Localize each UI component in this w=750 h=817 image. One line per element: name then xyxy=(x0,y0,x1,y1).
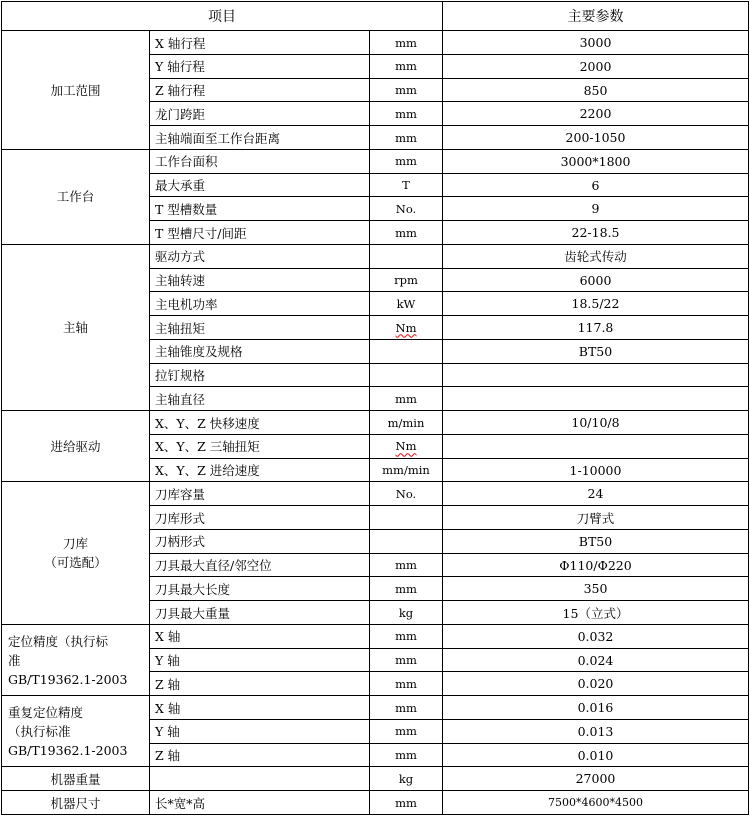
param-unit xyxy=(370,529,443,553)
repeat-title-3: GB/T19362.1-2003 xyxy=(8,742,128,758)
param-unit: m/min xyxy=(370,411,443,435)
param-name: 刀具最大长度 xyxy=(150,577,370,601)
unit-spellcheck: Nm xyxy=(395,320,417,335)
size-title: 机器尺寸 xyxy=(2,791,150,815)
param-unit: kW xyxy=(370,292,443,316)
param-value: 0.020 xyxy=(443,672,749,696)
param-unit: mm xyxy=(370,31,443,55)
category-magazine xyxy=(2,482,150,625)
table-row xyxy=(2,244,749,268)
param-value: 6000 xyxy=(443,268,749,292)
param-value: 齿轮式传动 xyxy=(443,244,749,268)
param-unit: mm xyxy=(370,387,443,411)
param-name: X、Y、Z 三轴扭矩 xyxy=(150,434,370,458)
size-name: 长*宽*高 xyxy=(150,791,370,815)
param-value: 850 xyxy=(443,78,749,102)
weight-title: 机器重量 xyxy=(2,767,150,791)
param-value: 0.010 xyxy=(443,743,749,767)
param-value: BT50 xyxy=(443,529,749,553)
param-value: 350 xyxy=(443,577,749,601)
param-unit: mm xyxy=(370,78,443,102)
param-value: BT50 xyxy=(443,339,749,363)
param-value: Φ110/Φ220 xyxy=(443,553,749,577)
param-unit: mm xyxy=(370,648,443,672)
param-value: 24 xyxy=(443,482,749,506)
header-item: 项目 xyxy=(2,2,443,31)
param-unit xyxy=(370,506,443,530)
param-unit: No. xyxy=(370,482,443,506)
param-name: T 型槽尺寸/间距 xyxy=(150,221,370,245)
param-name: Z 轴行程 xyxy=(150,78,370,102)
header-params: 主要参数 xyxy=(443,2,749,31)
weight-value: 27000 xyxy=(443,767,749,791)
param-unit: mm xyxy=(370,743,443,767)
param-name: X、Y、Z 进给速度 xyxy=(150,458,370,482)
param-value: 200-1050 xyxy=(443,126,749,150)
table-row xyxy=(2,411,749,435)
param-value: 0.016 xyxy=(443,696,749,720)
table-row xyxy=(2,696,749,720)
param-name: Y 轴行程 xyxy=(150,54,370,78)
param-value: 0.024 xyxy=(443,648,749,672)
param-name: 刀具最大直径/邻空位 xyxy=(150,553,370,577)
param-value: 2200 xyxy=(443,102,749,126)
param-name: 刀库容量 xyxy=(150,482,370,506)
param-name: 龙门跨距 xyxy=(150,102,370,126)
table-row xyxy=(2,624,749,648)
param-value xyxy=(443,387,749,411)
param-name: 主轴直径 xyxy=(150,387,370,411)
param-unit xyxy=(370,363,443,387)
table-row xyxy=(2,31,749,55)
param-value: 3000*1800 xyxy=(443,149,749,173)
size-value: 7500*4600*4500 xyxy=(443,791,749,815)
param-unit: mm xyxy=(370,553,443,577)
param-value: 刀臂式 xyxy=(443,506,749,530)
param-value: 0.013 xyxy=(443,719,749,743)
param-unit: mm xyxy=(370,149,443,173)
category-table: 工作台 xyxy=(2,149,150,244)
positioning-title-2: 准 xyxy=(8,652,21,668)
size-unit: mm xyxy=(370,791,443,815)
param-name: 驱动方式 xyxy=(150,244,370,268)
param-value: 15（立式） xyxy=(443,601,749,625)
param-name: 刀柄形式 xyxy=(150,529,370,553)
param-name: 主轴转速 xyxy=(150,268,370,292)
param-unit: kg xyxy=(370,601,443,625)
param-name: 刀具最大重量 xyxy=(150,601,370,625)
category-spindle: 主轴 xyxy=(2,244,150,410)
param-value: 0.032 xyxy=(443,624,749,648)
param-name: X 轴 xyxy=(150,696,370,720)
param-unit: No. xyxy=(370,197,443,221)
param-unit: mm xyxy=(370,624,443,648)
param-value xyxy=(443,434,749,458)
param-unit: mm xyxy=(370,221,443,245)
spec-table xyxy=(1,1,749,815)
magazine-title: 刀库 xyxy=(62,536,88,552)
param-name: X、Y、Z 快移速度 xyxy=(150,411,370,435)
table-row xyxy=(2,482,749,506)
param-unit: mm xyxy=(370,672,443,696)
param-value: 117.8 xyxy=(443,316,749,340)
repeat-title-1: 重复定位精度 xyxy=(8,704,84,720)
param-unit: mm xyxy=(370,577,443,601)
param-name: 主轴锥度及规格 xyxy=(150,339,370,363)
table-row xyxy=(2,149,749,173)
param-name: 工作台面积 xyxy=(150,149,370,173)
positioning-title-1: 定位精度（执行标 xyxy=(8,633,109,649)
param-value: 6 xyxy=(443,173,749,197)
param-value: 1-10000 xyxy=(443,458,749,482)
param-unit: T xyxy=(370,173,443,197)
param-name: 主轴扭矩 xyxy=(150,316,370,340)
weight-unit: kg xyxy=(370,767,443,791)
param-value: 18.5/22 xyxy=(443,292,749,316)
category-feed: 进给驱动 xyxy=(2,411,150,482)
category-range: 加工范围 xyxy=(2,31,150,150)
param-name: Z 轴 xyxy=(150,672,370,696)
category-positioning xyxy=(2,624,150,695)
repeat-title-2: （执行标准 xyxy=(8,723,71,739)
param-name: 刀库形式 xyxy=(150,506,370,530)
table-row xyxy=(2,767,749,791)
param-value: 3000 xyxy=(443,31,749,55)
header-row xyxy=(2,2,749,31)
param-value: 2000 xyxy=(443,54,749,78)
param-unit xyxy=(370,339,443,363)
param-value: 22-18.5 xyxy=(443,221,749,245)
param-name: X 轴 xyxy=(150,624,370,648)
param-name: T 型槽数量 xyxy=(150,197,370,221)
category-repeat xyxy=(2,696,150,767)
weight-name xyxy=(150,767,370,791)
table-row xyxy=(2,791,749,815)
param-unit: mm xyxy=(370,54,443,78)
param-name: X 轴行程 xyxy=(150,31,370,55)
param-name: Z 轴 xyxy=(150,743,370,767)
param-unit xyxy=(370,244,443,268)
param-unit: mm xyxy=(370,719,443,743)
param-value xyxy=(443,363,749,387)
param-unit xyxy=(370,316,443,340)
param-unit xyxy=(370,434,443,458)
unit-spellcheck: Nm xyxy=(395,439,417,454)
param-name: Y 轴 xyxy=(150,719,370,743)
param-unit: mm xyxy=(370,696,443,720)
positioning-title-3: GB/T19362.1-2003 xyxy=(8,671,128,687)
magazine-subtitle: （可选配） xyxy=(44,555,107,571)
param-unit: rpm xyxy=(370,268,443,292)
param-value: 10/10/8 xyxy=(443,411,749,435)
param-name: Y 轴 xyxy=(150,648,370,672)
param-name: 主轴端面至工作台距离 xyxy=(150,126,370,150)
param-name: 最大承重 xyxy=(150,173,370,197)
param-name: 拉钉规格 xyxy=(150,363,370,387)
param-unit: mm xyxy=(370,126,443,150)
param-unit: mm xyxy=(370,102,443,126)
param-value: 9 xyxy=(443,197,749,221)
param-name: 主电机功率 xyxy=(150,292,370,316)
param-unit: mm/min xyxy=(370,458,443,482)
